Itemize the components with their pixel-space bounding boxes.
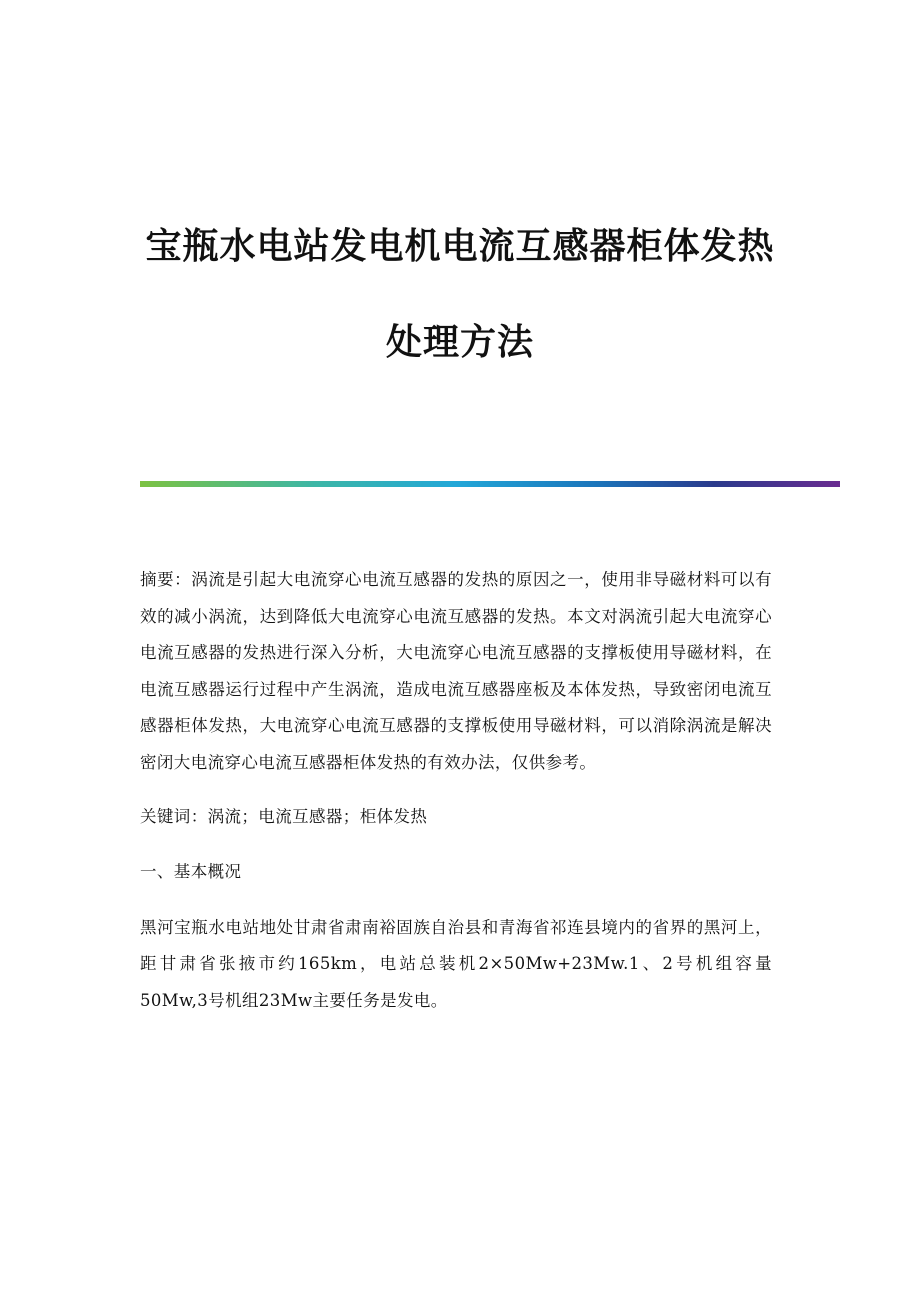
abstract-paragraph: 摘要：涡流是引起大电流穿心电流互感器的发热的原因之一，使用非导磁材料可以有效的减小涡流，达到降低大电流穿心电流互感器的发热。本文对涡流引起大电流穿心电流互感器的发热进行深入分析，大电流穿心电流互感器的支撑板使用导磁材料，在电流互感器运行过程中产生涡流，造成电流互感器座板及本体发热，导致密闭电流互感器柜体发热，大电流穿心电流互感器的支撑板使用导磁材料，可以消除涡流是解决密闭大电流穿心电流互感器柜体发热的有效办法，仅供参考。 [140, 570, 772, 772]
section-heading: 一、基本概况 [140, 862, 242, 882]
document-title-line-2: 处理方法 [385, 322, 534, 363]
keywords-line: 关键词：涡流；电流互感器；柜体发热 [140, 806, 428, 826]
document-body [140, 562, 772, 1020]
gradient-divider [140, 481, 840, 487]
document-title-line-1: 宝瓶水电站发电机电流互感器柜体发热 [145, 226, 775, 267]
section-body-paragraph: 黑河宝瓶水电站地处甘肃省肃南裕固族自治县和青海省祁连县境内的省界的黑河上，距甘肃省张掖市约165km，电站总装机2×50Mw+23Mw.1、2号机组容量50Mw,3号机组23Mw主要任务是发电。 [140, 917, 772, 1010]
